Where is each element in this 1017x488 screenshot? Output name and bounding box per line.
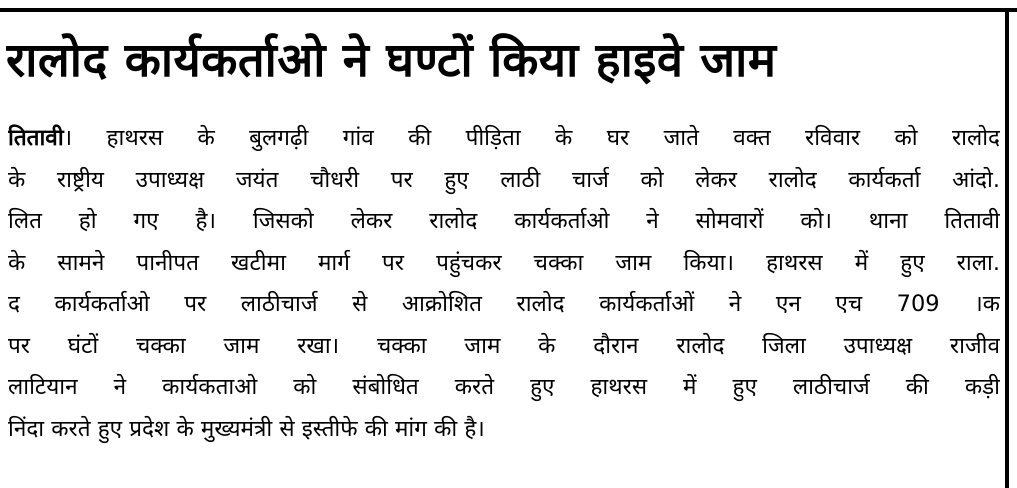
article-line-1 (8, 118, 1000, 160)
article-line-text: । हाथरस के बुलगढ़ी गांव की पीड़िता के घर जाते वक्त रविवार को रालोद (63, 125, 1000, 151)
article-line-4: के सामने पानीपत खटीमा मार्ग पर पहुंचकर चक्का जाम किया। हाथरस में हुए राला. (8, 249, 1000, 276)
right-border-rule (1005, 8, 1009, 488)
article-line-6: पर घंटों चक्का जाम रखा। चक्का जाम के दौरान रालोद जिला उपाध्यक्ष राजीव (8, 332, 1000, 359)
article-line-2: के राष्ट्रीय उपाध्यक्ष जयंत चौधरी पर हुए लाठी चार्ज को लेकर रालोद कार्यकर्ता आंदो. (8, 166, 1000, 193)
article-body (8, 118, 1000, 450)
article-line-8: निंदा करते हुए प्रदेश के मुख्यमंत्री से इस्तीफे की मांग की है। (8, 415, 485, 442)
article-line-3: लित हो गए है। जिसको लेकर रालोद कार्यकर्ताओ ने सोमवारों को। थाना तितावी (8, 208, 1000, 234)
headline: रालोद कार्यकर्ताओ ने घण्टों किया हाइवे जाम (6, 33, 777, 88)
top-border-rule (0, 8, 1017, 12)
article-line-7: लाटियान ने कार्यकताओ को संबोधित करते हुए हाथरस में हुए लाठीचार्ज की कड़ी (8, 374, 1000, 400)
dateline: तितावी (8, 125, 64, 151)
article-line-5: द कार्यकर्ताओ पर लाठीचार्ज से आक्रोशित रालोद कार्यकर्ताओं ने एन एच 709 ।क (8, 291, 1000, 317)
